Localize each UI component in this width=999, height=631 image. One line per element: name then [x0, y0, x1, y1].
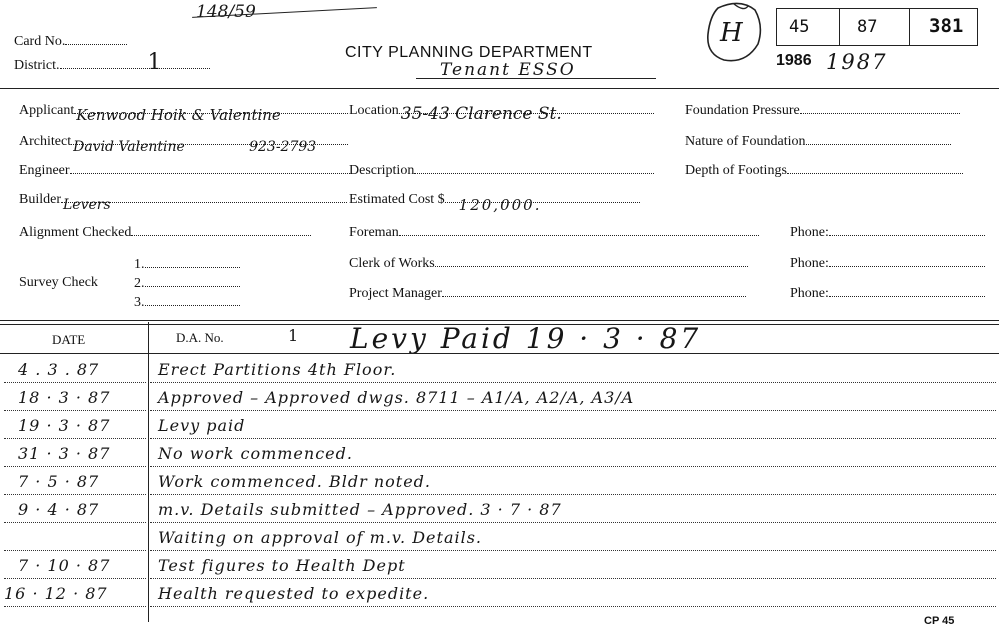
log-row-date-rule — [4, 466, 146, 467]
architect-value: David Valentine — [73, 139, 185, 155]
year-handwritten: 1987 — [826, 50, 888, 74]
box-1-value: 45 — [789, 17, 810, 37]
location-value: 35-43 Clarence St. — [400, 104, 562, 124]
clerk-field: Clerk of Works — [349, 256, 748, 272]
log-row-date: 7 · 5 · 87 — [18, 472, 100, 491]
log-header-note: Levy Paid 19 · 3 · 87 — [350, 322, 702, 355]
card-no-label: Card No. — [14, 34, 127, 50]
architect-phone: 923-2793 — [249, 139, 317, 155]
log-row-date: 4 . 3 . 87 — [18, 360, 100, 379]
top-scribble-text: 148/59 — [196, 2, 256, 22]
survey-label: Survey Check — [19, 275, 98, 290]
log-row-entry-rule — [150, 410, 996, 411]
log-row-date-rule — [4, 410, 146, 411]
log-row-entry: Levy paid — [158, 416, 246, 435]
builder-field: Builder Levers — [19, 192, 347, 208]
nature-of-foundation-field: Nature of Foundation — [685, 134, 951, 150]
district-value: 1 — [147, 50, 162, 75]
log-row-entry-rule — [150, 382, 996, 383]
log-row-date-rule — [4, 578, 146, 579]
log-row-date: 31 · 3 · 87 — [18, 444, 111, 463]
survey-1: 1. — [134, 257, 240, 273]
log-row-date: 7 · 10 · 87 — [18, 556, 111, 575]
log-row-entry-rule — [150, 494, 996, 495]
survey-2: 2. — [134, 276, 240, 292]
form-code: CP 45 — [924, 615, 955, 627]
stamp — [700, 2, 768, 66]
date-column-header: DATE — [52, 332, 86, 347]
log-row-entry: Work commenced. Bldr noted. — [158, 472, 431, 491]
builder-value: Levers — [63, 197, 111, 213]
description-field: Description — [349, 163, 654, 179]
district-label: District. 1 — [14, 58, 210, 74]
log-row-entry-rule — [150, 466, 996, 467]
log-row-date-rule — [4, 494, 146, 495]
log-row-date: 19 · 3 · 87 — [18, 416, 111, 435]
log-row-date-rule — [4, 382, 146, 383]
da-column-header: D.A. No. — [176, 330, 224, 345]
log-header-divider — [0, 353, 999, 354]
log-row-date: 18 · 3 · 87 — [18, 388, 111, 407]
log-row-entry: m.v. Details submitted – Approved. 3 · 7 · 87 — [158, 500, 562, 519]
year-printed: 1986 — [776, 52, 812, 69]
applicant-value: Kenwood Hoik & Valentine — [76, 106, 281, 124]
architect-field: Architect David Valentine 923-2793 — [19, 134, 348, 150]
log-row-entry-rule — [150, 606, 996, 607]
log-row-entry-rule — [150, 578, 996, 579]
log-row-date-rule — [4, 606, 146, 607]
alignment-field: Alignment Checked — [19, 225, 311, 241]
phone-field-pm: Phone: — [790, 286, 985, 302]
log-row-date-rule — [4, 550, 146, 551]
box-2-value: 87 — [857, 17, 878, 37]
title-note-underline — [416, 78, 656, 79]
foreman-field: Foreman — [349, 225, 759, 241]
box-3-value: 381 — [929, 15, 964, 37]
foundation-pressure-field: Foundation Pressure — [685, 103, 960, 119]
log-top-border — [0, 320, 999, 321]
log-row-entry-rule — [150, 550, 996, 551]
log-row-date: 16 · 12 · 87 — [4, 584, 108, 603]
survey-3: 3. — [134, 295, 240, 311]
applicant-field: Applicant Kenwood Hoik & Valentine — [19, 103, 348, 119]
project-manager-field: Project Manager — [349, 286, 746, 302]
top-scribble — [196, 2, 386, 30]
cost-value: 120,000. — [458, 196, 542, 214]
page-title: CITY PLANNING DEPARTMENT — [345, 44, 593, 61]
log-row-date-rule — [4, 438, 146, 439]
log-row-entry-rule — [150, 522, 996, 523]
engineer-field: Engineer — [19, 163, 352, 179]
log-row-entry: Test figures to Health Dept — [158, 556, 406, 575]
log-row-entry: Approved – Approved dwgs. 8711 – A1/A, A2/A, A3/A — [158, 388, 635, 407]
log-row-entry: Erect Partitions 4th Floor. — [158, 360, 397, 379]
log-date-column-divider — [148, 322, 149, 622]
log-row-date: 9 · 4 · 87 — [18, 500, 100, 519]
stamp-letter: H — [720, 18, 743, 48]
header-divider — [0, 88, 999, 89]
log-row-date-rule — [4, 522, 146, 523]
log-row-entry-rule — [150, 438, 996, 439]
cost-field: Estimated Cost $ 120,000. — [349, 192, 640, 208]
title-note: Tenant ESSO — [440, 60, 576, 80]
location-field: Location 35-43 Clarence St. — [349, 103, 654, 119]
log-row-entry: No work commenced. — [158, 444, 353, 463]
depth-of-footings-field: Depth of Footings — [685, 163, 963, 179]
phone-field-foreman: Phone: — [790, 225, 985, 241]
number-box-group — [776, 8, 978, 46]
phone-field-clerk: Phone: — [790, 256, 985, 272]
da-value: 1 — [288, 326, 299, 345]
log-row-entry: Health requested to expedite. — [158, 584, 430, 603]
log-row-entry: Waiting on approval of m.v. Details. — [158, 528, 483, 547]
